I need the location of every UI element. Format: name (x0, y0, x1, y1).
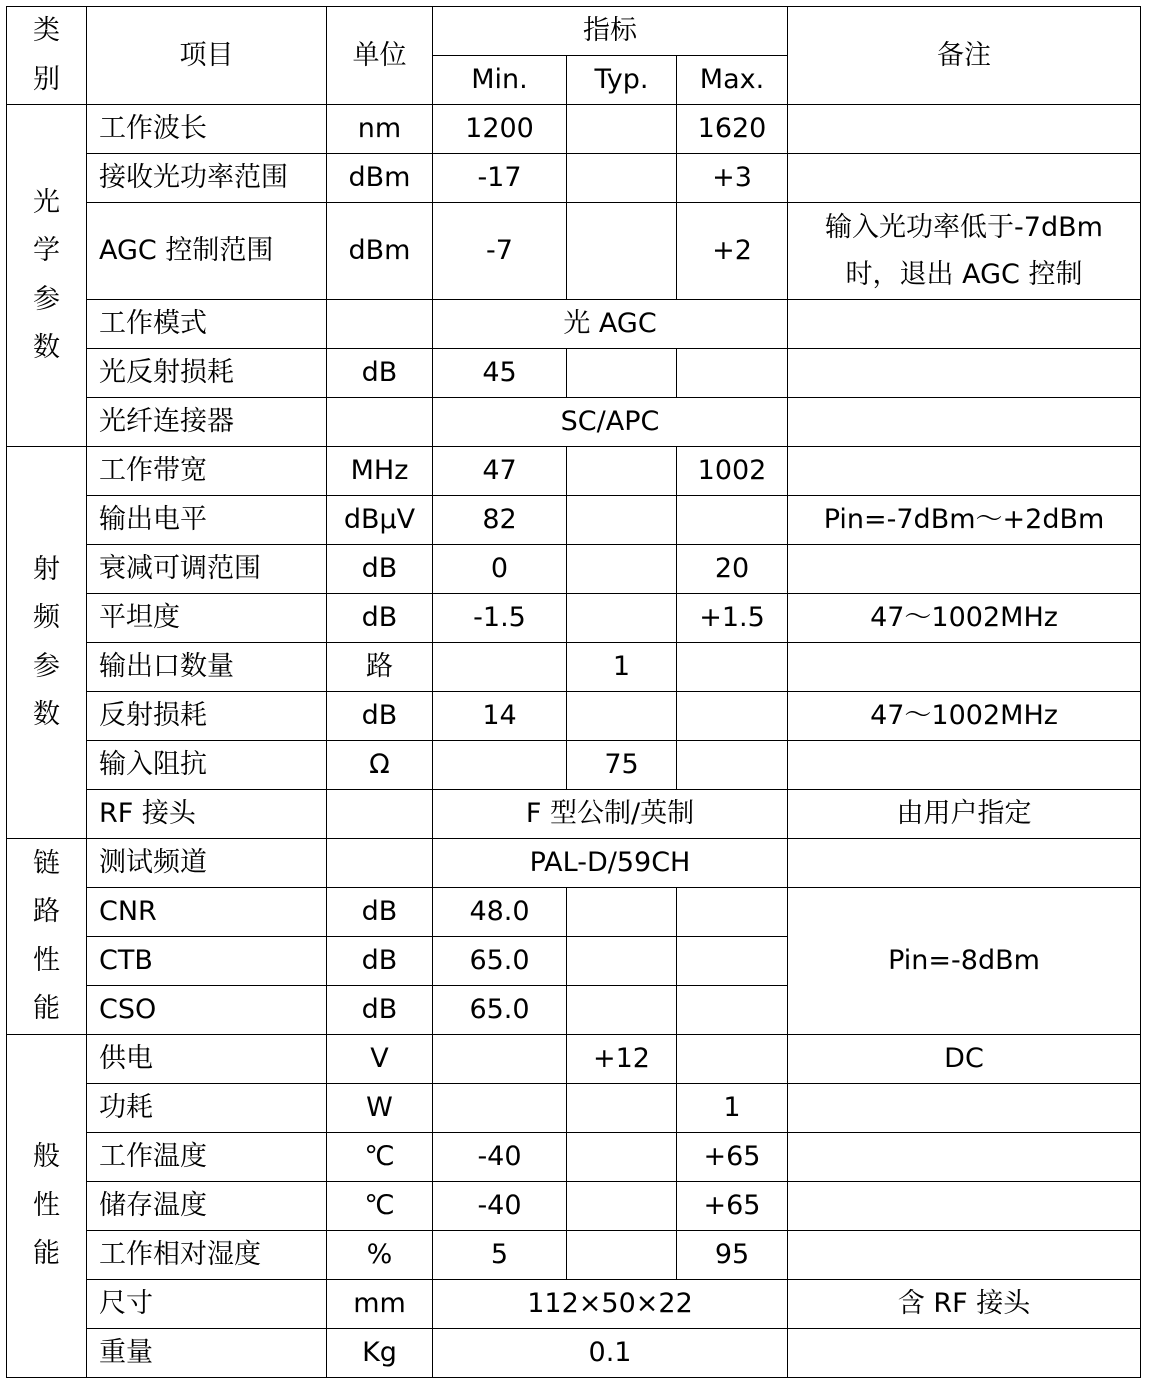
row-max (677, 692, 788, 741)
row-typ (567, 1084, 677, 1133)
row-note (788, 154, 1141, 203)
row-item: 尺寸 (87, 1280, 327, 1329)
row-unit: Ω (327, 741, 433, 790)
table-row (7, 349, 1141, 398)
row-min: -40 (433, 1133, 567, 1182)
row-note (788, 741, 1141, 790)
row-typ (567, 888, 677, 937)
row-item: 测试频道 (87, 839, 327, 888)
row-note (788, 105, 1141, 154)
row-typ: +12 (567, 1035, 677, 1084)
row-min: 14 (433, 692, 567, 741)
row-note: 含 RF 接头 (788, 1280, 1141, 1329)
table-row (7, 203, 1141, 300)
row-max (677, 496, 788, 545)
row-item: 输出口数量 (87, 643, 327, 692)
row-min: 48.0 (433, 888, 567, 937)
row-unit: dBμV (327, 496, 433, 545)
row-unit (327, 398, 433, 447)
row-unit: dB (327, 888, 433, 937)
row-min: 45 (433, 349, 567, 398)
row-min: 65.0 (433, 986, 567, 1035)
table-row (7, 154, 1141, 203)
header-max: Max. (677, 55, 788, 105)
table-row (7, 1133, 1141, 1182)
row-item: 工作带宽 (87, 447, 327, 496)
row-note (788, 1182, 1141, 1231)
row-max (677, 349, 788, 398)
header-note: 备注 (788, 7, 1141, 105)
row-min (433, 1084, 567, 1133)
row-unit: dBm (327, 203, 433, 300)
header-typ: Typ. (567, 55, 677, 105)
row-unit: 路 (327, 643, 433, 692)
row-item: 反射损耗 (87, 692, 327, 741)
row-typ (567, 986, 677, 1035)
row-typ (567, 154, 677, 203)
row-max (677, 741, 788, 790)
table-row (7, 594, 1141, 643)
row-unit: dB (327, 937, 433, 986)
row-max: 95 (677, 1231, 788, 1280)
row-unit (327, 839, 433, 888)
row-note-merged: Pin=-8dBm (788, 888, 1141, 1035)
row-note (788, 839, 1141, 888)
table-row (7, 1329, 1141, 1378)
row-max: 1002 (677, 447, 788, 496)
row-item: 接收光功率范围 (87, 154, 327, 203)
row-min: -1.5 (433, 594, 567, 643)
row-note (788, 545, 1141, 594)
row-typ (567, 1133, 677, 1182)
row-min: -17 (433, 154, 567, 203)
row-unit: mm (327, 1280, 433, 1329)
row-item: 光纤连接器 (87, 398, 327, 447)
row-unit (327, 300, 433, 349)
row-note (788, 1329, 1141, 1378)
header-row (7, 7, 1141, 56)
row-item: 输入阻抗 (87, 741, 327, 790)
table-row (7, 1182, 1141, 1231)
row-min: -7 (433, 203, 567, 300)
row-max (677, 888, 788, 937)
row-min: 65.0 (433, 937, 567, 986)
row-typ (567, 545, 677, 594)
row-typ (567, 496, 677, 545)
table-row (7, 1084, 1141, 1133)
row-item: 储存温度 (87, 1182, 327, 1231)
row-unit: ℃ (327, 1182, 433, 1231)
row-typ (567, 349, 677, 398)
table-row (7, 1231, 1141, 1280)
table-row (7, 496, 1141, 545)
row-value: SC/APC (433, 398, 788, 447)
row-unit: ℃ (327, 1133, 433, 1182)
row-item: 工作模式 (87, 300, 327, 349)
row-note: DC (788, 1035, 1141, 1084)
row-value: 0.1 (433, 1329, 788, 1378)
row-unit: MHz (327, 447, 433, 496)
row-item: 工作温度 (87, 1133, 327, 1182)
row-item: 工作相对湿度 (87, 1231, 327, 1280)
row-max (677, 643, 788, 692)
row-min: 82 (433, 496, 567, 545)
row-unit: % (327, 1231, 433, 1280)
spec-table (6, 6, 1141, 1378)
row-max: +65 (677, 1133, 788, 1182)
row-max: +65 (677, 1182, 788, 1231)
row-min (433, 643, 567, 692)
row-max (677, 1035, 788, 1084)
row-unit: dB (327, 349, 433, 398)
row-note (788, 349, 1141, 398)
row-note: Pin=-7dBm～+2dBm (788, 496, 1141, 545)
note-line: 时，退出 AGC 控制 (845, 259, 1083, 291)
row-value: F 型公制/英制 (433, 790, 788, 839)
table-row (7, 643, 1141, 692)
table-row (7, 790, 1141, 839)
row-item: 输出电平 (87, 496, 327, 545)
row-note (788, 643, 1141, 692)
row-min: -40 (433, 1182, 567, 1231)
row-typ: 1 (567, 643, 677, 692)
table-row (7, 888, 1141, 937)
row-unit: dB (327, 545, 433, 594)
row-unit: Kg (327, 1329, 433, 1378)
row-unit: V (327, 1035, 433, 1084)
table-row (7, 545, 1141, 594)
group-label-link: 链 路 性 能 (7, 839, 87, 1035)
row-max (677, 986, 788, 1035)
row-note (788, 1231, 1141, 1280)
row-note: 由用户指定 (788, 790, 1141, 839)
header-spec: 指标 (433, 7, 788, 56)
row-note (788, 1133, 1141, 1182)
table-row (7, 692, 1141, 741)
row-unit: W (327, 1084, 433, 1133)
row-item: 衰减可调范围 (87, 545, 327, 594)
table-row (7, 839, 1141, 888)
row-unit: dB (327, 594, 433, 643)
row-typ (567, 1182, 677, 1231)
row-item: 供电 (87, 1035, 327, 1084)
row-min (433, 1035, 567, 1084)
table-row (7, 1035, 1141, 1084)
row-unit: dBm (327, 154, 433, 203)
header-min: Min. (433, 55, 567, 105)
row-note (788, 203, 1141, 300)
header-item: 项目 (87, 7, 327, 105)
row-value: PAL-D/59CH (433, 839, 788, 888)
row-unit: nm (327, 105, 433, 154)
row-note (788, 300, 1141, 349)
table-row (7, 105, 1141, 154)
row-min: 0 (433, 545, 567, 594)
row-typ (567, 937, 677, 986)
row-note (788, 1084, 1141, 1133)
row-typ (567, 692, 677, 741)
row-min (433, 741, 567, 790)
header-unit: 单位 (327, 7, 433, 105)
row-item: 工作波长 (87, 105, 327, 154)
row-item: CTB (87, 937, 327, 986)
row-typ (567, 105, 677, 154)
row-item: 重量 (87, 1329, 327, 1378)
row-min: 1200 (433, 105, 567, 154)
row-unit: dB (327, 986, 433, 1035)
row-max: 1620 (677, 105, 788, 154)
row-note: 47～1002MHz (788, 692, 1141, 741)
row-item: 光反射损耗 (87, 349, 327, 398)
row-max: +3 (677, 154, 788, 203)
row-unit (327, 790, 433, 839)
row-max: +2 (677, 203, 788, 300)
header-category: 类 别 (7, 7, 87, 105)
row-typ (567, 203, 677, 300)
row-item: 平坦度 (87, 594, 327, 643)
table-row (7, 300, 1141, 349)
row-typ (567, 594, 677, 643)
row-max: 20 (677, 545, 788, 594)
row-typ: 75 (567, 741, 677, 790)
row-typ (567, 447, 677, 496)
row-note: 47～1002MHz (788, 594, 1141, 643)
row-note (788, 398, 1141, 447)
table-row (7, 398, 1141, 447)
row-value: 112×50×22 (433, 1280, 788, 1329)
table-row (7, 1280, 1141, 1329)
row-item: CNR (87, 888, 327, 937)
row-typ (567, 1231, 677, 1280)
row-item: CSO (87, 986, 327, 1035)
row-item: RF 接头 (87, 790, 327, 839)
row-min: 47 (433, 447, 567, 496)
row-unit: dB (327, 692, 433, 741)
row-item: AGC 控制范围 (87, 203, 327, 300)
group-label-optical: 光 学 参 数 (7, 105, 87, 447)
group-label-general: 般 性 能 (7, 1035, 87, 1378)
note-line: 输入光功率低于-7dBm (825, 211, 1103, 243)
group-label-rf: 射 频 参 数 (7, 447, 87, 839)
row-max: 1 (677, 1084, 788, 1133)
table-row (7, 447, 1141, 496)
row-max (677, 937, 788, 986)
row-item: 功耗 (87, 1084, 327, 1133)
table-row (7, 741, 1141, 790)
row-min: 5 (433, 1231, 567, 1280)
row-note (788, 447, 1141, 496)
row-value: 光 AGC (433, 300, 788, 349)
row-max: +1.5 (677, 594, 788, 643)
